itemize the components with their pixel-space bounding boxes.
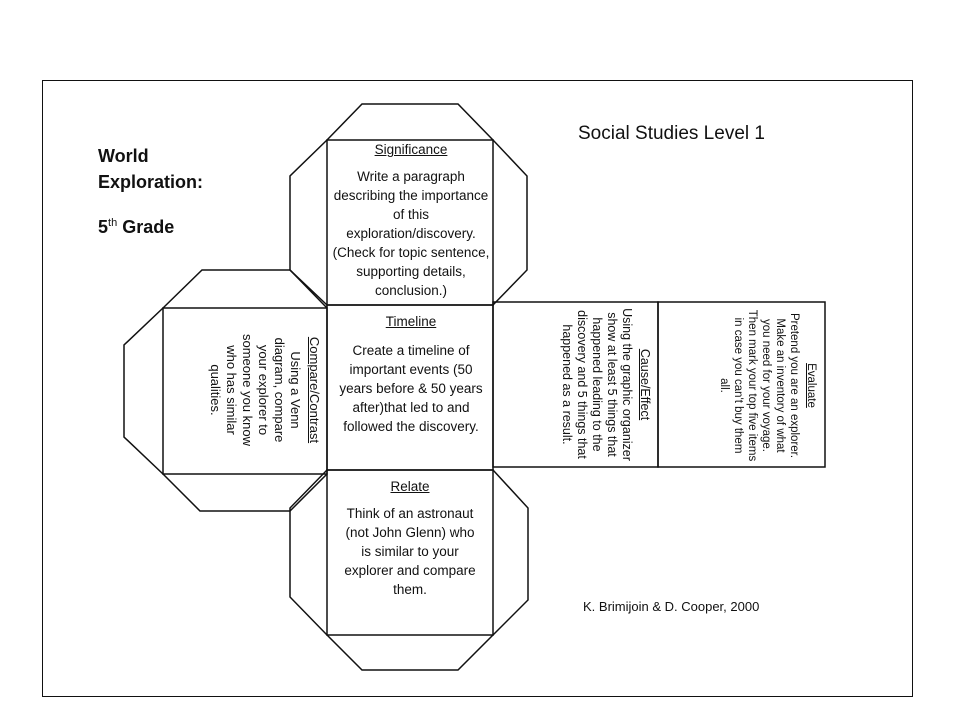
level-label: Social Studies Level 1 [578,123,765,144]
face-compare-contrast-heading: Compare/Contrast [307,336,322,444]
title-line-1: World [98,146,149,166]
face-relate-text: Think of an astronaut (not John Glenn) who is similar to your explorer and compare them. [344,506,476,597]
tab-compare-bottom [163,474,327,511]
tab-compare-left [124,308,163,474]
tab-relate-right [493,470,528,635]
face-evaluate-text: Pretend you are an explorer. Make an inventory of what you need for your voyage. Then mark your top five items in case you can't buy them all. [718,309,800,462]
tab-bottom [327,635,493,670]
face-timeline [333,312,489,436]
tab-compare-top [163,270,327,308]
grade-suffix: th [108,217,118,229]
face-significance [331,140,491,300]
tab-relate-left [290,470,327,635]
tab-sig-left [290,140,327,305]
tab-top [327,104,493,140]
face-cause-effect-heading: Cause/Effect [638,348,652,421]
tab-sig-right [493,140,527,305]
grade-word: Grade [122,217,175,237]
grade-number: 5 [98,217,109,237]
face-compare-contrast-text: Using a Venn diagram, compare your explorer to someone you know who has similar qualities. [208,333,303,446]
face-cause-effect [493,302,658,467]
face-compare-contrast [164,307,328,473]
face-significance-text: Write a paragraph describing the importance of this exploration/discovery. (Check for topic sentence, supporting details, conclusion.) [332,169,490,298]
face-relate [340,477,480,599]
author-credit: K. Brimijoin & D. Cooper, 2000 [583,599,760,614]
face-cause-effect-text: Using the graphic organizer show at least 5 things that happened leading to the discovery and 5 things that happened as a result. [560,308,634,461]
face-timeline-text: Create a timeline of important events (50 years before & 50 years after)that led to and followed the discovery. [339,343,483,434]
face-relate-heading: Relate [390,479,430,494]
face-timeline-heading: Timeline [385,314,437,329]
face-evaluate-heading: Evaluate [805,363,817,408]
face-evaluate [657,303,824,468]
title-line-2: Exploration: [98,172,204,192]
face-significance-heading: Significance [374,142,448,157]
